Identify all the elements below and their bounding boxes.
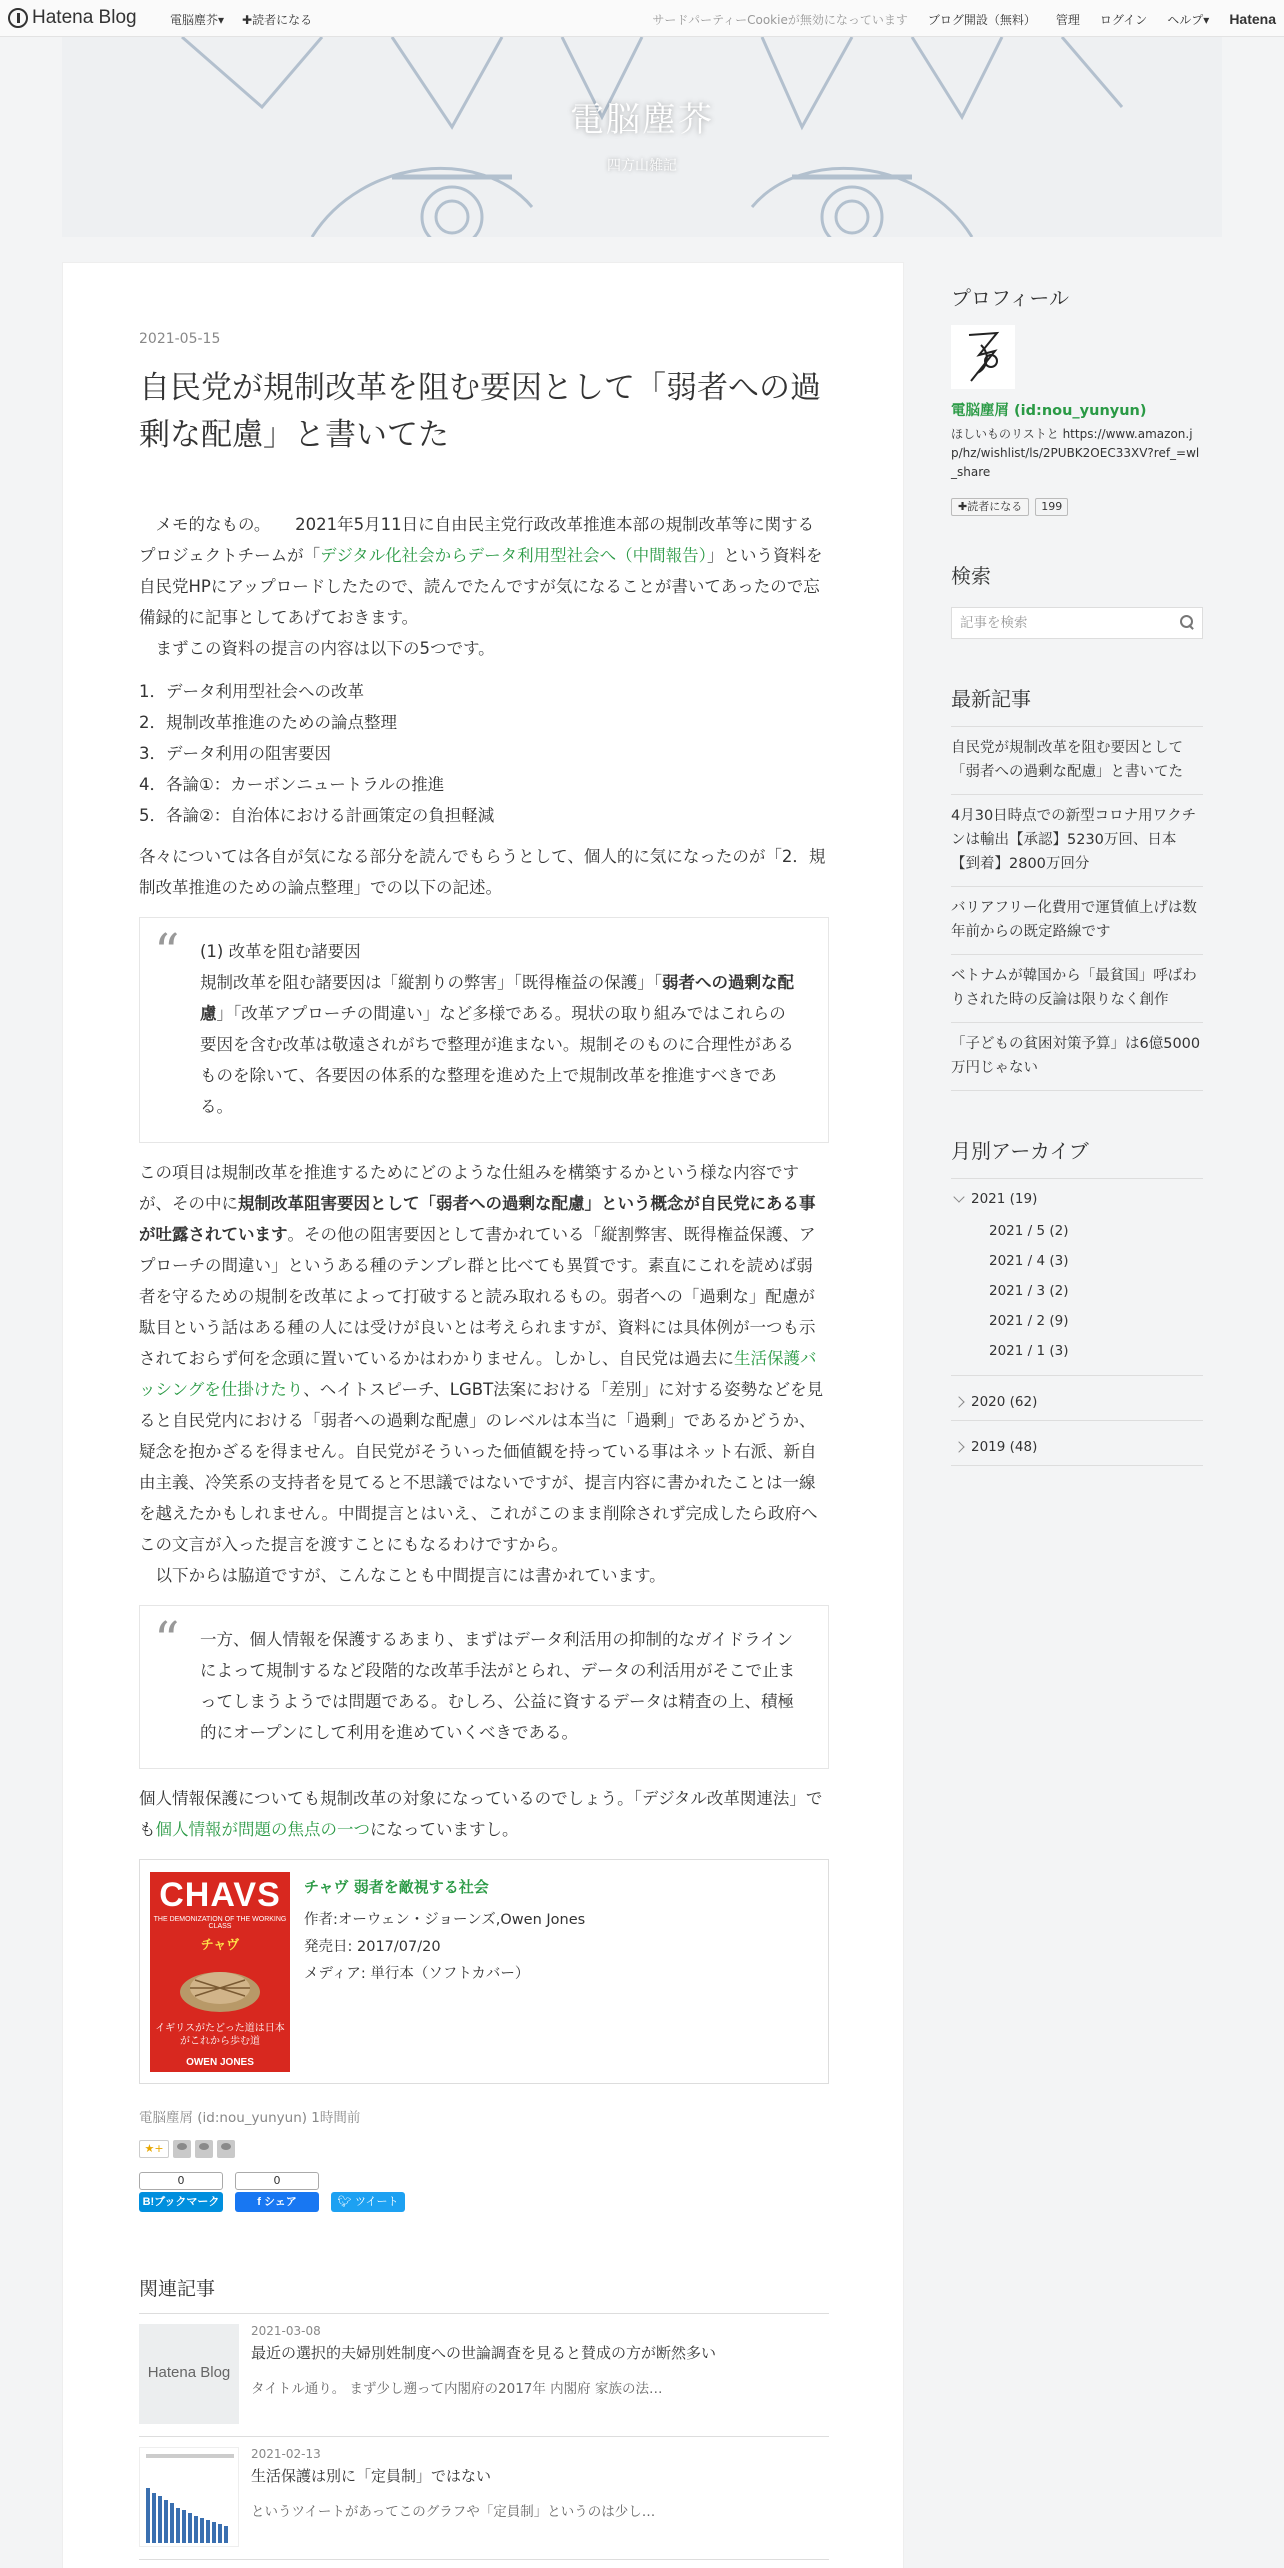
twitter-bird-icon: 🐦︎ <box>337 2195 352 2208</box>
blog-menu-button[interactable]: 電脳塵芥▾ <box>170 13 225 27</box>
search-module <box>951 560 1203 639</box>
related-entry[interactable] <box>139 2437 829 2560</box>
recent-list <box>951 726 1203 1091</box>
recent-entries-module <box>951 683 1203 1091</box>
book-author: 作者:オーウェン・ジョーンズ,Owen Jones <box>304 1912 586 1928</box>
search-heading: 検索 <box>951 564 991 588</box>
star-user-avatar[interactable] <box>173 2140 191 2158</box>
recent-entry-link[interactable]: 「子どもの貧困対策予算」は6億5000万円じゃない <box>951 1023 1203 1091</box>
subscriber-count[interactable]: 199 <box>1035 498 1068 516</box>
book-media: メディア: 単行本（ソフトカバー） <box>304 1966 530 1982</box>
list-item: 3．データ利用の阻害要因 <box>139 744 331 763</box>
book-release: 発売日: 2017/07/20 <box>304 1939 441 1955</box>
blog-header <box>62 37 1222 237</box>
avatar-illustration <box>951 325 1015 389</box>
profile-description: ほしいものリストと https://www.amazon.jp/hz/wishlist/ls/2PUBK2OEC33XV?ref_=wl_share <box>951 427 1200 479</box>
search-form <box>951 607 1203 639</box>
hatena-link[interactable] <box>1229 11 1276 27</box>
chevron-right-icon[interactable] <box>953 1396 964 1407</box>
list-item: 1．データ利用型社会への改革 <box>139 682 364 701</box>
paragraph: 個人情報保護についても規制改革の対象になっているのでしょう。「デジタル改革関連法」でも個人情報が問題の焦点の一つになっていますし。 <box>139 1789 823 1839</box>
related-date: 2021-02-13 <box>251 2447 321 2461</box>
archive-month-link[interactable]: 2021 / 1 (3) <box>989 1343 1069 1359</box>
profile-module <box>951 282 1203 516</box>
recent-entry-link[interactable]: 自民党が規制改革を阻む要因として「弱者への過剰な配慮」と書いてた <box>951 727 1203 795</box>
proposal-list <box>139 676 829 831</box>
related-entry[interactable] <box>139 2314 829 2437</box>
sidebar <box>951 282 1203 1466</box>
bookmark-count[interactable]: 0 <box>139 2172 223 2190</box>
related-heading: 関連記事 <box>139 2274 829 2314</box>
hatena-bookmark-button[interactable]: B!ブックマーク <box>139 2192 223 2212</box>
star-user-avatar[interactable] <box>217 2140 235 2158</box>
chevron-right-icon[interactable] <box>953 1441 964 1452</box>
search-icon[interactable] <box>1180 615 1194 629</box>
recent-entry-link[interactable]: バリアフリー化費用で運賃値上げは数年前からの既定路線です <box>951 887 1203 955</box>
paragraph: この項目は規制改革を推進するためにどのような仕組みを構築するかという様な内容ですが、その中に規制改革阻害要因として「弱者への過剰な配慮」という概念が自民党にある事が吐露されています。その他の阻害要因として書かれている「縦割弊害、既得権益保護、アプローチの間違い」というある種のテンプレ群と比べても異質です。素直にこれを読めば弱者を守るための規制を改革によって打破すると読み取れるもの。弱者への「過剰な」配慮が駄目という話はある種の人には受けが良いとは考えられますが、資料には具体例が一つも示されておらず何を念頭に置いているかはわかりません。しかし、自民党は過去に生活保護バッシングを仕掛けたり、ヘイトスピーチ、LGBT法案における「差別」に対する姿勢などを見ると自民党内における「弱者への過剰な配慮」のレベルは本当に「過剰」であるかどうか、疑念を抱かざるを得ません。自民党がそういった価値観を持っている事はネット右派、新自由主義、冷笑系の支持者を見てると不思議ではないですが、提言内容に書かれたことは一線を越えたかもしれません。中間提言とはいえ、これがこのまま削除されず完成したら政府へこの文言が入った提言を渡すことにもなるわけですから。 <box>139 1163 824 1554</box>
archive-months <box>951 1217 1203 1376</box>
cookie-notice[interactable]: サードパーティーCookieが無効になっています <box>652 13 908 27</box>
archive-month-link[interactable]: 2021 / 5 (2) <box>989 1223 1069 1239</box>
entry-byline[interactable]: 電脳塵屑 (id:nou_yunyun) 1時間前 <box>139 2110 361 2126</box>
archive-heading: 月別アーカイブ <box>951 1139 1089 1163</box>
list-item: 4．各論①：カーボンニュートラルの推進 <box>139 775 445 794</box>
global-header <box>0 0 1284 37</box>
profile-name-link[interactable]: 電脳塵屑 (id:nou_yunyun) <box>951 403 1147 419</box>
archive-year-2020[interactable]: 2020 (62) <box>951 1376 1203 1421</box>
main-content <box>62 262 904 2568</box>
book-title-link[interactable]: チャヴ 弱者を敵視する社会 <box>304 1878 489 1896</box>
star-user-avatar[interactable] <box>195 2140 213 2158</box>
article <box>139 331 829 2560</box>
login-link[interactable]: ログイン <box>1099 13 1148 27</box>
quote-text: 規制改革を阻む諸要因は「縦割りの弊害」「既得権益の保護」「弱者への過剰な配慮」「改革アプローチの間違い」など多様である。現状の取り組みではこれらの要因を含む改革は敬遠されがちで整理が進まない。規制そのものに合理性があるものを除いて、各要因の体系的な整理を進めた上で規制改革を推進すべきである。 <box>200 973 794 1116</box>
list-item: 2．規制改革推進のための論点整理 <box>139 713 397 732</box>
blockquote <box>139 917 829 1143</box>
quote-heading: (1) 改革を阻む諸要因 <box>200 942 361 961</box>
entry-body <box>139 509 829 1845</box>
related-entries <box>139 2274 829 2560</box>
blog-description: 四方山雑記 <box>607 158 677 174</box>
related-thumbnail[interactable] <box>139 2447 239 2547</box>
recent-heading: 最新記事 <box>951 687 1031 711</box>
archive-month-link[interactable]: 2021 / 2 (9) <box>989 1313 1069 1329</box>
profile-heading: プロフィール <box>951 286 1069 310</box>
welfare-bashing-link[interactable]: 生活保護バッシングを仕掛けたり <box>139 1349 817 1399</box>
quote-icon: “ <box>154 1611 180 1669</box>
related-snippet: というツイートがあってこのグラフや「定員制」というのは少し… <box>251 2504 656 2520</box>
open-blog-link[interactable]: ブログ開設（無料） <box>927 13 1036 27</box>
related-snippet: タイトル通り。 まず少し遡って内閣府の2017年 内閣府 家族の法… <box>251 2381 663 2397</box>
sidebar-subscribe-button[interactable]: ✚読者になる <box>951 498 1029 516</box>
share-buttons <box>139 2172 829 2212</box>
cap-illustration <box>175 1958 265 2018</box>
tweet-button[interactable]: 🐦︎ ツイート <box>331 2192 405 2212</box>
paragraph: 以下からは脇道ですが、こんなことも中間提言には書かれています。 <box>139 1566 666 1585</box>
chevron-down-icon[interactable] <box>953 1191 964 1202</box>
related-date: 2021-03-08 <box>251 2324 321 2338</box>
bar-graph-thumbnail <box>140 2448 239 2547</box>
archive-month-link[interactable]: 2021 / 4 (3) <box>989 1253 1069 1269</box>
related-thumbnail[interactable] <box>139 2324 239 2424</box>
paragraph: 各々については各自が気になる部分を読んでもらうとして、個人的に気になったのが「2．規制改革推進のための論点整理」での以下の記述。 <box>139 847 826 897</box>
hatena-text: Hatena <box>1229 10 1276 27</box>
hatena-logo-icon <box>8 8 28 28</box>
hatena-blog-logo[interactable] <box>8 7 137 29</box>
book-card <box>139 1859 829 2084</box>
book-cover-image[interactable]: CHAVS THE DEMONIZATION OF THE WORKING CLASS チャヴ イギリスがたどった道は日本がこれから歩む道 OWEN JONES <box>150 1872 290 2072</box>
archive-year-2021[interactable]: 2021 (19) <box>951 1179 1203 1217</box>
paragraph: メモ的なもの。 2021年5月11日に自由民主党行政改革推進本部の規制改革等に関するプロジェクトチームが「デジタル化社会からデータ利用型社会へ（中間報告）」という資料を自民党HPにアップロードしたたので、読んでたんですが気になることが書いてあったので忘備録的に記事としてあげておきます。 <box>139 515 823 627</box>
archive-year-2019[interactable]: 2019 (48) <box>951 1421 1203 1466</box>
list-item: 5．各論②：自治体における計画策定の負担軽減 <box>139 806 495 825</box>
entry-date[interactable]: 2021-05-15 <box>139 331 221 347</box>
privacy-issue-link[interactable]: 個人情報が問題の焦点の一つ <box>155 1820 370 1839</box>
entry-title[interactable]: 自民党が規制改革を阻む要因として「弱者への過剰な配慮」と書いてた <box>139 370 821 453</box>
add-star-button[interactable]: ★+ <box>139 2140 169 2158</box>
facebook-share-button[interactable]: f シェア <box>235 2192 319 2212</box>
archive-module <box>951 1135 1203 1466</box>
quote-icon: “ <box>154 923 180 981</box>
interim-report-link[interactable]: デジタル化社会からデータ利用型社会へ（中間報告） <box>320 546 707 565</box>
header-subscribe-button[interactable]: ✚読者になる <box>242 13 313 27</box>
recent-entry-link[interactable]: 4月30日時点での新型コロナ用ワクチンは輸出【承認】5230万回、日本【到着】2800万回分 <box>951 795 1203 887</box>
admin-link[interactable]: 管理 <box>1055 13 1080 27</box>
blockquote <box>139 1605 829 1769</box>
paragraph: まずこの資料の提言の内容は以下の5つです。 <box>139 639 495 658</box>
search-input[interactable] <box>952 608 1162 638</box>
related-title[interactable]: 生活保護は別に「定員制」ではない <box>251 2467 492 2485</box>
blog-title[interactable]: 電脳塵芥 <box>570 101 714 139</box>
profile-avatar[interactable] <box>951 325 1015 389</box>
related-title[interactable]: 最近の選択的夫婦別姓制度への世論調査を見ると賛成の方が断然多い <box>251 2344 717 2362</box>
recent-entry-link[interactable]: ベトナムが韓国から「最貧国」呼ばわりされた時の反論は限りなく創作 <box>951 955 1203 1023</box>
archive-month-link[interactable]: 2021 / 3 (2) <box>989 1283 1069 1299</box>
facebook-count[interactable]: 0 <box>235 2172 319 2190</box>
help-menu[interactable]: ヘルプ▾ <box>1167 13 1210 27</box>
hatena-stars <box>139 2140 829 2158</box>
logo-text: Hatena Blog <box>32 7 137 28</box>
thumbnail-logo: Hatena Blog <box>147 2364 231 2381</box>
quote-text: 一方、個人情報を保護するあまり、まずはデータ利活用の抑制的なガイドラインによって規制するなど段階的な改革手法がとられ、データの利活用がそこで止まってしまうようでは問題である。むしろ、公益に資するデータは精査の上、積極的にオープンにして利用を進めていくべきである。 <box>200 1630 795 1742</box>
